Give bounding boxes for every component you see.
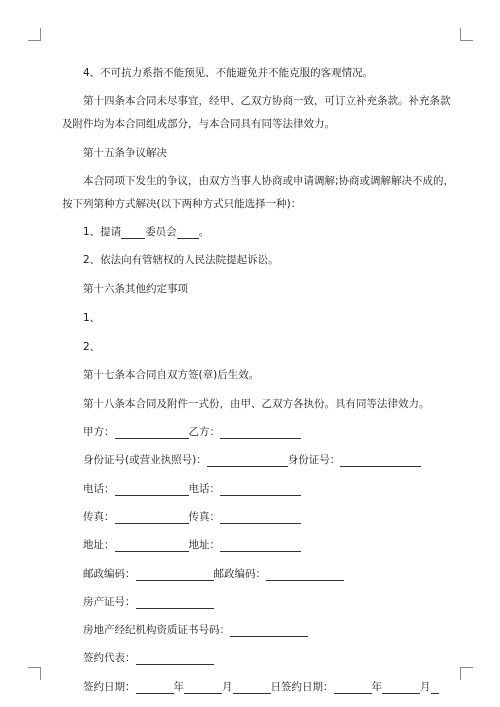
phone-a-label: 电话： xyxy=(83,483,115,495)
clause-14-line1: 第十四条本合同未尽事宜，经甲、乙双方协商一致，可订立补充条款。补充条款 xyxy=(83,95,451,107)
crop-mark-top-right xyxy=(460,28,473,41)
crop-mark-top-left xyxy=(28,28,41,41)
addr-a-blank[interactable] xyxy=(115,540,189,552)
cert-label: 房产证号： xyxy=(83,596,136,608)
date-a-day-blank[interactable] xyxy=(233,682,271,694)
addr-b-blank[interactable] xyxy=(220,540,301,552)
id-b-label: 身份证号： xyxy=(287,454,341,466)
id-b-blank[interactable] xyxy=(340,455,421,467)
date-b-month: 月 xyxy=(420,681,431,693)
fax-a-label: 传真： xyxy=(83,511,115,523)
rep-row xyxy=(62,651,444,665)
fax-b-label: 传真： xyxy=(188,511,220,523)
zip-b-label: 邮政编码： xyxy=(213,568,266,580)
zip-a-blank[interactable] xyxy=(136,569,214,581)
cert-blank[interactable] xyxy=(136,597,214,609)
date-b-day-blank[interactable] xyxy=(431,682,439,694)
arbitration-blank-1[interactable] xyxy=(121,227,145,239)
party-a-label: 甲方： xyxy=(83,426,115,438)
clause-force-majeure-4: 4、不可抗力系指不能预见、不能避免并不能克服的客观情况。 xyxy=(83,67,374,79)
fax-b-blank[interactable] xyxy=(220,512,301,524)
clause-15-heading: 第十五条争议解决 xyxy=(83,147,167,159)
agency-cert-row xyxy=(62,623,444,637)
party-row xyxy=(62,425,444,439)
clause-15-line2: 按下列第种方式解决(以下两种方式只能选择一种)： xyxy=(62,198,302,210)
clause-15-option-2: 2、依法向有管辖权的人民法院提起诉讼。 xyxy=(83,254,279,266)
option-1-middle: 委员会 xyxy=(145,226,177,238)
clause-15-option-1 xyxy=(62,225,444,239)
zip-b-blank[interactable] xyxy=(266,569,344,581)
date-a-label: 签约日期： xyxy=(83,681,136,693)
clause-16-item-1: 1、 xyxy=(83,312,101,324)
id-row xyxy=(62,453,444,467)
clause-16-item-2: 2、 xyxy=(83,341,101,353)
cert-row xyxy=(62,595,444,609)
rep-blank[interactable] xyxy=(136,653,214,665)
agency-cert-label: 房地产经纪机构资质证书号码： xyxy=(83,624,230,636)
party-b-label: 乙方： xyxy=(188,426,220,438)
fax-row xyxy=(62,510,444,524)
rep-label: 签约代表： xyxy=(83,652,136,664)
party-b-blank[interactable] xyxy=(220,427,301,439)
clause-15-line1: 本合同项下发生的争议，由双方当事人协商或申请调解;协商或调解解决不成的， xyxy=(83,175,455,187)
option-1-suffix: 。 xyxy=(198,226,210,238)
addr-a-label: 地址： xyxy=(83,539,115,551)
option-1-prefix: 1、提请 xyxy=(83,226,122,238)
date-b-year: 年 xyxy=(371,681,382,693)
date-b-label: 日签约日期： xyxy=(270,681,334,693)
party-a-blank[interactable] xyxy=(115,427,189,439)
phone-b-label: 电话： xyxy=(188,483,220,495)
clause-17: 第十七条本合同自双方签(章)后生效。 xyxy=(83,369,260,381)
crop-mark-bottom-left xyxy=(28,667,41,680)
zip-a-label: 邮政编码： xyxy=(83,568,136,580)
date-a-month: 月 xyxy=(222,681,233,693)
id-a-blank[interactable] xyxy=(207,455,288,467)
clause-16-heading: 第十六条其他约定事项 xyxy=(83,283,188,295)
address-row xyxy=(62,538,444,552)
date-a-month-blank[interactable] xyxy=(184,682,222,694)
phone-b-blank[interactable] xyxy=(220,484,301,496)
date-b-month-blank[interactable] xyxy=(382,682,420,694)
fax-a-blank[interactable] xyxy=(115,512,189,524)
agency-cert-blank[interactable] xyxy=(230,625,308,637)
phone-row xyxy=(62,482,444,496)
clause-18: 第十八条本合同及附件一式份，由甲、乙双方各执份。具有同等法律效力。 xyxy=(83,398,430,410)
date-a-year: 年 xyxy=(173,681,184,693)
date-row xyxy=(62,680,444,694)
phone-a-blank[interactable] xyxy=(115,484,189,496)
date-a-year-blank[interactable] xyxy=(136,682,174,694)
zip-row xyxy=(62,567,444,581)
arbitration-blank-2[interactable] xyxy=(177,227,199,239)
crop-mark-bottom-right xyxy=(460,667,473,680)
id-a-label: 身份证号(或营业执照号)： xyxy=(83,454,207,466)
date-b-year-blank[interactable] xyxy=(334,682,372,694)
addr-b-label: 地址： xyxy=(188,539,220,551)
clause-14-line2: 及附件均为本合同组成部分，与本合同具有同等法律效力。 xyxy=(62,118,335,130)
